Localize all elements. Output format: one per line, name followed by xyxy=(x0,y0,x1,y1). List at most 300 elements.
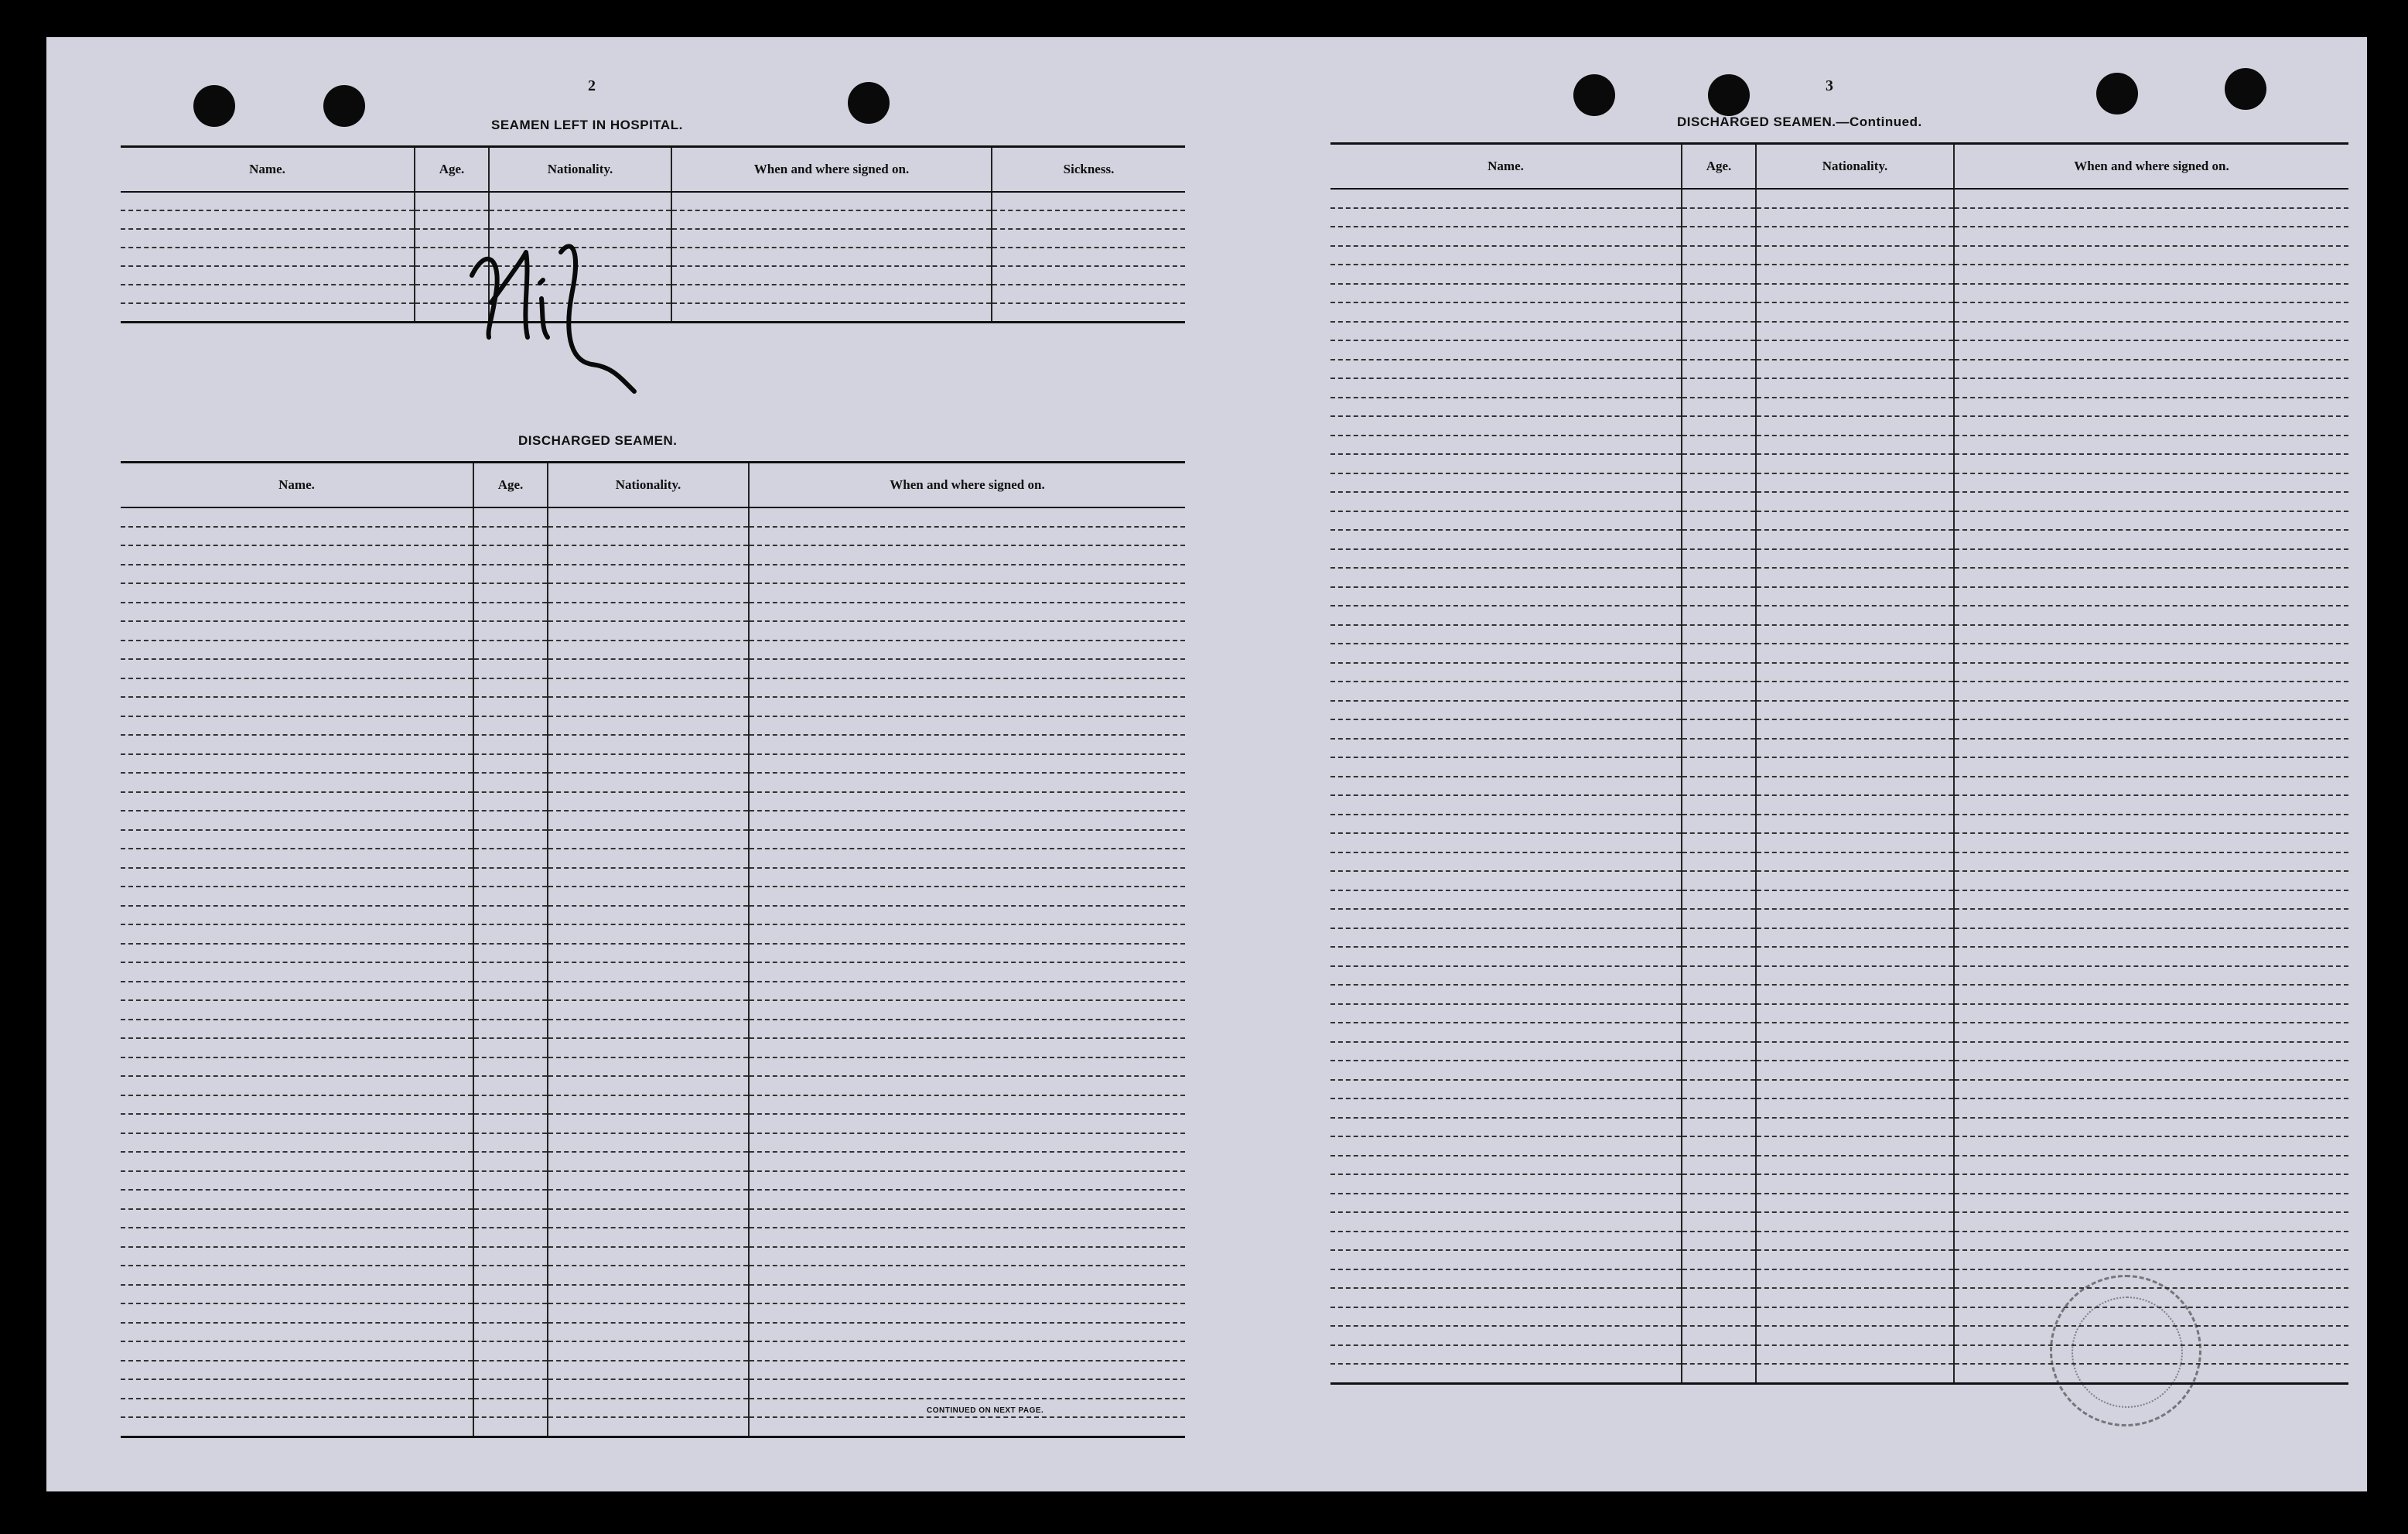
table-cell xyxy=(121,792,473,811)
table-cell xyxy=(749,1095,1185,1115)
table-row xyxy=(1330,644,2348,663)
table-cell xyxy=(1954,227,2348,246)
table-cell xyxy=(1330,833,1682,852)
table-cell xyxy=(121,1038,473,1057)
table-cell xyxy=(749,621,1185,641)
table-cell xyxy=(1682,625,1756,644)
table-cell xyxy=(1756,1118,1954,1137)
table-cell xyxy=(473,1303,548,1323)
table-row xyxy=(1330,928,2348,948)
table-cell xyxy=(548,1399,749,1418)
table-cell xyxy=(1330,928,1682,948)
table-cell xyxy=(1756,587,1954,606)
table-cell xyxy=(473,849,548,868)
table-cell xyxy=(548,1152,749,1171)
table-cell xyxy=(1682,587,1756,606)
table-cell xyxy=(1954,587,2348,606)
discharged-table-body xyxy=(121,507,1185,1437)
table-cell xyxy=(1682,378,1756,398)
table-cell xyxy=(548,849,749,868)
table-cell xyxy=(1682,340,1756,360)
table-row xyxy=(121,659,1185,678)
table-cell xyxy=(1954,928,2348,948)
table-cell xyxy=(1330,625,1682,644)
table-cell xyxy=(1682,1080,1756,1099)
circular-stamp xyxy=(2050,1275,2201,1426)
table-cell xyxy=(121,849,473,868)
table-cell xyxy=(1330,701,1682,720)
table-cell xyxy=(1756,208,1954,227)
table-row xyxy=(1330,852,2348,872)
table-cell xyxy=(1682,302,1756,322)
table-row xyxy=(121,1152,1185,1171)
continued-note: CONTINUED ON NEXT PAGE. xyxy=(927,1406,1044,1415)
table-cell xyxy=(1330,966,1682,986)
table-cell xyxy=(1954,795,2348,815)
table-cell xyxy=(121,735,473,754)
table-cell xyxy=(749,887,1185,906)
table-cell xyxy=(1682,416,1756,436)
table-cell xyxy=(1954,1232,2348,1251)
table-cell xyxy=(1756,701,1954,720)
table-cell xyxy=(749,1323,1185,1342)
table-cell xyxy=(121,1133,473,1153)
table-row xyxy=(121,641,1185,660)
column-header-nationality: Nationality. xyxy=(489,147,671,193)
table-cell xyxy=(749,1171,1185,1191)
table-cell xyxy=(1756,284,1954,303)
table-cell xyxy=(1954,625,2348,644)
table-cell xyxy=(1756,436,1954,455)
table-cell xyxy=(121,1361,473,1380)
table-cell xyxy=(121,1323,473,1342)
column-header-age: Age. xyxy=(473,463,548,508)
table-cell xyxy=(1330,1004,1682,1023)
table-cell xyxy=(1954,1042,2348,1061)
table-cell xyxy=(548,545,749,565)
table-cell xyxy=(473,641,548,660)
table-cell xyxy=(121,1152,473,1171)
table-row xyxy=(1330,246,2348,265)
table-cell xyxy=(749,754,1185,774)
table-cell xyxy=(1682,1212,1756,1232)
table-cell xyxy=(1756,1232,1954,1251)
table-row xyxy=(121,1285,1185,1304)
table-cell xyxy=(1756,966,1954,986)
table-cell xyxy=(1330,284,1682,303)
table-cell xyxy=(548,678,749,698)
table-cell xyxy=(548,1076,749,1095)
table-cell xyxy=(121,1076,473,1095)
table-cell xyxy=(1330,530,1682,549)
table-cell xyxy=(1330,378,1682,398)
table-row xyxy=(121,1020,1185,1039)
table-cell xyxy=(1330,890,1682,910)
table-cell xyxy=(749,1057,1185,1077)
table-cell xyxy=(548,1228,749,1247)
table-cell xyxy=(1682,1288,1756,1307)
table-row xyxy=(1330,682,2348,701)
table-cell xyxy=(1330,511,1682,531)
table-cell xyxy=(121,811,473,830)
table-cell xyxy=(749,641,1185,660)
table-cell xyxy=(749,1000,1185,1020)
table-cell xyxy=(1330,246,1682,265)
table-cell xyxy=(1330,416,1682,436)
table-cell xyxy=(1756,454,1954,473)
table-cell xyxy=(1682,227,1756,246)
table-cell xyxy=(749,545,1185,565)
table-row xyxy=(121,621,1185,641)
table-cell xyxy=(749,1379,1185,1399)
table-row xyxy=(1330,1288,2348,1307)
table-row xyxy=(1330,1232,2348,1251)
table-cell xyxy=(1330,1364,1682,1383)
column-header-name: Name. xyxy=(121,147,415,193)
table-cell xyxy=(749,507,1185,527)
table-cell xyxy=(1330,682,1682,701)
table-cell xyxy=(1954,340,2348,360)
table-cell xyxy=(1682,739,1756,758)
table-cell xyxy=(1682,928,1756,948)
table-cell xyxy=(1954,189,2348,208)
table-cell xyxy=(473,1399,548,1418)
table-cell xyxy=(1954,1136,2348,1156)
table-cell xyxy=(473,982,548,1001)
table-cell xyxy=(1682,454,1756,473)
column-header-nationality: Nationality. xyxy=(548,463,749,508)
table-cell xyxy=(1330,1061,1682,1080)
table-cell xyxy=(473,1020,548,1039)
table-cell xyxy=(121,583,473,603)
discharged-continued-title: DISCHARGED SEAMEN.—Continued. xyxy=(1677,114,1922,129)
table-row xyxy=(121,944,1185,963)
table-cell xyxy=(749,603,1185,622)
table-row xyxy=(121,1417,1185,1437)
left-page xyxy=(46,37,1207,1491)
table-cell xyxy=(548,507,749,527)
table-row xyxy=(1330,1042,2348,1061)
column-header-name: Name. xyxy=(121,463,473,508)
table-cell xyxy=(548,1303,749,1323)
table-cell xyxy=(1682,682,1756,701)
table-cell xyxy=(473,1341,548,1361)
table-cell xyxy=(1682,1042,1756,1061)
table-cell xyxy=(749,565,1185,584)
table-cell xyxy=(1954,549,2348,569)
table-row xyxy=(1330,1136,2348,1156)
table-cell xyxy=(121,678,473,698)
table-row xyxy=(1330,340,2348,360)
punch-hole xyxy=(193,85,235,127)
table-cell xyxy=(1682,398,1756,417)
table-row xyxy=(121,754,1185,774)
table-cell xyxy=(1330,1326,1682,1345)
table-row xyxy=(1330,530,2348,549)
table-cell xyxy=(749,1209,1185,1228)
table-cell xyxy=(1330,1080,1682,1099)
table-row xyxy=(121,924,1185,944)
table-cell xyxy=(749,697,1185,716)
table-row xyxy=(1330,416,2348,436)
table-cell xyxy=(1756,1345,1954,1365)
table-row xyxy=(121,527,1185,546)
table-cell xyxy=(1330,739,1682,758)
table-cell xyxy=(1682,1345,1756,1365)
table-cell xyxy=(1954,644,2348,663)
table-cell xyxy=(473,565,548,584)
table-cell xyxy=(1954,322,2348,341)
table-row xyxy=(121,1323,1185,1342)
table-cell xyxy=(1682,871,1756,890)
table-cell xyxy=(473,678,548,698)
table-cell xyxy=(1954,966,2348,986)
table-cell xyxy=(473,1379,548,1399)
table-cell xyxy=(548,754,749,774)
table-cell xyxy=(1682,568,1756,587)
table-cell xyxy=(1330,1174,1682,1194)
table-row xyxy=(1330,492,2348,511)
table-cell xyxy=(121,527,473,546)
table-cell xyxy=(1330,189,1682,208)
table-cell xyxy=(473,1266,548,1285)
table-cell xyxy=(1682,947,1756,966)
table-cell xyxy=(121,1000,473,1020)
table-cell xyxy=(1954,265,2348,284)
table-cell xyxy=(749,962,1185,982)
table-cell xyxy=(749,924,1185,944)
table-cell xyxy=(1330,454,1682,473)
table-cell xyxy=(548,735,749,754)
table-row xyxy=(1330,1269,2348,1289)
handwritten-nil xyxy=(456,229,704,415)
table-row xyxy=(121,1114,1185,1133)
table-cell xyxy=(749,944,1185,963)
column-header-signed-on: When and where signed on. xyxy=(671,147,992,193)
column-header-age: Age. xyxy=(415,147,489,193)
table-cell xyxy=(121,1285,473,1304)
table-cell xyxy=(121,944,473,963)
table-cell xyxy=(1756,549,1954,569)
table-cell xyxy=(1330,985,1682,1004)
table-cell xyxy=(121,887,473,906)
table-cell xyxy=(121,1247,473,1266)
table-cell xyxy=(121,982,473,1001)
table-cell xyxy=(1330,1307,1682,1327)
table-row xyxy=(121,678,1185,698)
column-header-age: Age. xyxy=(1682,144,1756,190)
table-row xyxy=(1330,1080,2348,1099)
table-row xyxy=(1330,701,2348,720)
table-cell xyxy=(121,697,473,716)
column-header-sickness: Sickness. xyxy=(992,147,1185,193)
table-cell xyxy=(1330,340,1682,360)
table-cell xyxy=(548,716,749,736)
table-cell xyxy=(1682,1307,1756,1327)
table-row xyxy=(121,1247,1185,1266)
table-cell xyxy=(1756,1098,1954,1118)
table-cell xyxy=(1756,1061,1954,1080)
table-cell xyxy=(1756,1250,1954,1269)
table-cell xyxy=(121,659,473,678)
table-cell xyxy=(1954,511,2348,531)
table-cell xyxy=(473,962,548,982)
table-cell xyxy=(1682,436,1756,455)
table-cell xyxy=(749,982,1185,1001)
table-cell xyxy=(1682,663,1756,682)
table-cell xyxy=(1756,909,1954,928)
table-cell xyxy=(548,565,749,584)
table-cell xyxy=(749,1303,1185,1323)
column-header-signed-on: When and where signed on. xyxy=(1954,144,2348,190)
table-cell xyxy=(1330,1250,1682,1269)
table-row xyxy=(121,868,1185,887)
table-cell xyxy=(548,1038,749,1057)
table-row xyxy=(121,603,1185,622)
table-row xyxy=(121,811,1185,830)
table-row xyxy=(1330,549,2348,569)
table-cell xyxy=(1330,871,1682,890)
table-cell xyxy=(548,1361,749,1380)
table-cell xyxy=(1954,1174,2348,1194)
table-cell xyxy=(749,1285,1185,1304)
table-cell xyxy=(1954,246,2348,265)
table-cell xyxy=(473,792,548,811)
table-cell xyxy=(1682,1004,1756,1023)
table-row xyxy=(1330,265,2348,284)
table-cell xyxy=(749,1266,1185,1285)
discharged-section-title: DISCHARGED SEAMEN. xyxy=(518,433,678,448)
table-cell xyxy=(548,697,749,716)
table-row xyxy=(1330,511,2348,531)
table-cell xyxy=(1954,682,2348,701)
table-cell xyxy=(1756,606,1954,625)
table-cell xyxy=(1756,189,1954,208)
table-cell xyxy=(1682,360,1756,379)
table-cell xyxy=(1682,1250,1756,1269)
discharged-table xyxy=(121,461,1185,1438)
table-row xyxy=(1330,985,2348,1004)
table-cell xyxy=(1682,208,1756,227)
table-cell xyxy=(1756,928,1954,948)
table-row xyxy=(121,887,1185,906)
table-cell xyxy=(121,868,473,887)
punch-hole xyxy=(848,82,890,124)
table-cell xyxy=(548,944,749,963)
table-row xyxy=(121,1057,1185,1077)
table-cell xyxy=(1756,322,1954,341)
table-cell xyxy=(1954,1194,2348,1213)
table-cell xyxy=(548,1057,749,1077)
table-cell xyxy=(473,603,548,622)
table-cell xyxy=(1756,625,1954,644)
table-cell xyxy=(1954,473,2348,493)
table-cell xyxy=(473,906,548,925)
table-row xyxy=(1330,568,2348,587)
table-cell xyxy=(1954,302,2348,322)
table-row xyxy=(1330,947,2348,966)
table-cell xyxy=(1682,1098,1756,1118)
table-cell xyxy=(749,527,1185,546)
table-row xyxy=(1330,436,2348,455)
table-cell xyxy=(473,1323,548,1342)
table-cell xyxy=(1756,246,1954,265)
table-row xyxy=(1330,1250,2348,1269)
punch-hole xyxy=(323,85,365,127)
table-row xyxy=(1330,398,2348,417)
table-cell xyxy=(749,716,1185,736)
table-cell xyxy=(548,773,749,792)
scanned-sheet xyxy=(46,37,2367,1491)
table-cell xyxy=(1682,511,1756,531)
table-cell xyxy=(548,1247,749,1266)
table-cell xyxy=(749,868,1185,887)
table-cell xyxy=(1330,644,1682,663)
table-cell xyxy=(1682,1232,1756,1251)
table-cell xyxy=(1682,322,1756,341)
table-cell xyxy=(749,1228,1185,1247)
table-cell xyxy=(1682,890,1756,910)
table-cell xyxy=(473,735,548,754)
table-row xyxy=(121,1000,1185,1020)
table-cell xyxy=(1756,890,1954,910)
table-cell xyxy=(1682,644,1756,663)
table-cell xyxy=(1954,985,2348,1004)
table-cell xyxy=(1756,1288,1954,1307)
table-cell xyxy=(749,849,1185,868)
table-cell xyxy=(548,982,749,1001)
table-row xyxy=(121,1379,1185,1399)
table-row xyxy=(1330,208,2348,227)
table-cell xyxy=(1682,833,1756,852)
table-cell xyxy=(121,603,473,622)
table-cell xyxy=(1954,1118,2348,1137)
table-row xyxy=(1330,625,2348,644)
table-cell xyxy=(1756,985,1954,1004)
table-row xyxy=(1330,966,2348,986)
table-cell xyxy=(1756,1156,1954,1175)
table-cell xyxy=(749,1076,1185,1095)
table-cell xyxy=(749,735,1185,754)
table-cell xyxy=(548,887,749,906)
table-cell xyxy=(749,773,1185,792)
table-cell xyxy=(1954,454,2348,473)
table-cell xyxy=(1756,378,1954,398)
table-cell xyxy=(1954,1098,2348,1118)
table-cell xyxy=(1954,416,2348,436)
table-row xyxy=(1330,1194,2348,1213)
table-cell xyxy=(1682,549,1756,569)
table-cell xyxy=(1682,701,1756,720)
table-cell xyxy=(749,1038,1185,1057)
table-cell xyxy=(1756,1364,1954,1383)
table-cell xyxy=(1954,284,2348,303)
table-cell xyxy=(1954,777,2348,796)
table-cell xyxy=(1954,739,2348,758)
table-cell xyxy=(1682,1061,1756,1080)
table-row xyxy=(121,1190,1185,1209)
table-cell xyxy=(1330,852,1682,872)
table-row xyxy=(1330,833,2348,852)
table-cell xyxy=(548,583,749,603)
table-cell xyxy=(1330,1023,1682,1042)
table-cell xyxy=(1756,871,1954,890)
table-row xyxy=(121,962,1185,982)
table-cell xyxy=(1756,852,1954,872)
table-cell xyxy=(1756,1023,1954,1042)
table-cell xyxy=(1756,530,1954,549)
table-cell xyxy=(1682,606,1756,625)
